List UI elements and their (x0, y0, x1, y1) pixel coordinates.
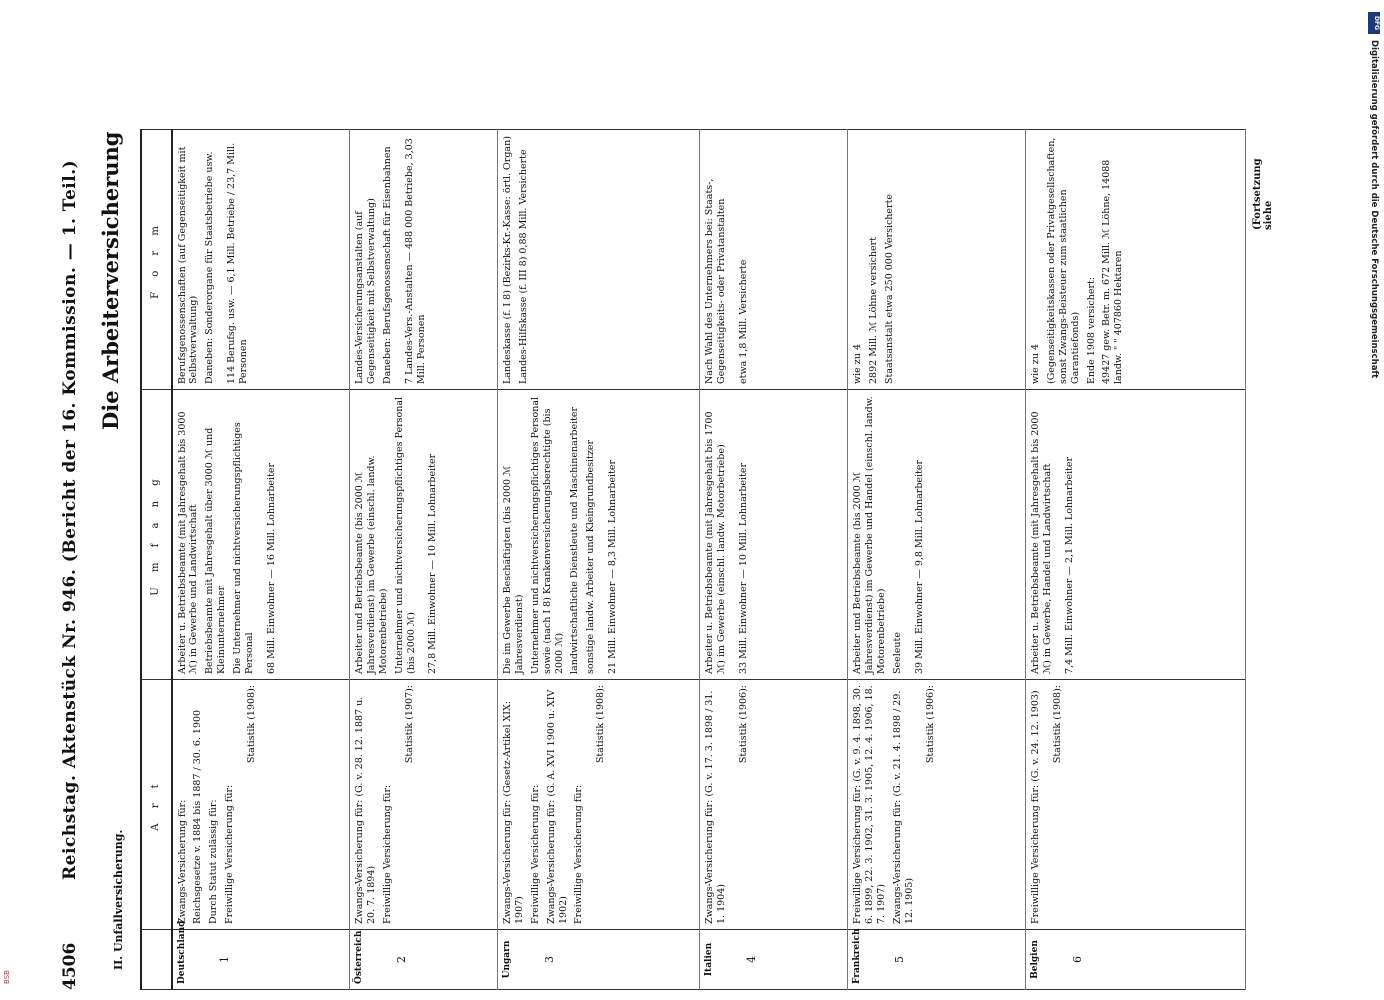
form-cell (700, 130, 848, 390)
side-strip (1368, 12, 1382, 992)
art-line: Zwangs-Versicherung für: (Gesetz-Artikel XIX: 1907) (502, 700, 525, 924)
umfang-line: Arbeiter u. Betriebsbeamte (mit Jahresgehalt bis 1700 ℳ) im Gewerbe (einschl. landw. Motorbetriebe) (704, 411, 727, 674)
umfang-statistic: 39 Mill. Einwohner — 9,8 Mill. Lohnarbeiter (913, 459, 925, 674)
form-line: Nach Wahl des Unternehmers bei: Staats-, Gegenseitigkeits- oder Privatanstalten (704, 178, 727, 384)
header-country (141, 930, 172, 990)
art-cell (498, 680, 700, 930)
table-row (350, 130, 498, 990)
row-number: 5 (893, 956, 907, 963)
art-statistic: Statistik (1908): (246, 685, 257, 764)
umfang-cell (350, 390, 498, 680)
form-line: Landeskasse (f. I 8) (Bezirks-Kr.-Kasse: örtl. Organ) (502, 136, 513, 384)
art-cell (1026, 680, 1246, 930)
form-statistic: 7 Landes-Vers.-Anstalten — 488 000 Betriebe, 3,03 Mill. Personen (403, 138, 427, 384)
form-statistic: 114 Berufsg. usw. — 6,1 Mill. Betriebe / 23,7 Mill. Personen (226, 142, 249, 384)
art-line: Durch Statut zulässig für: (208, 799, 220, 924)
form-statistic: etwa 1,8 Mill. Versicherte (737, 259, 749, 384)
row-number: 1 (217, 956, 231, 963)
art-statistic: Statistik (1907): (403, 685, 415, 764)
art-line: Freiwillige Versicherung für: (224, 784, 236, 924)
country-name: Frankreich (852, 928, 862, 984)
row-number: 6 (1071, 956, 1085, 963)
country-cell (350, 930, 498, 990)
form-line: Ende 1908 versichert: (1085, 276, 1097, 384)
form-cell (350, 130, 498, 390)
section-title: Die Arbeiterversicherung (98, 131, 123, 430)
umfang-cell (848, 390, 1026, 680)
umfang-statistic: 7,4 Mill. Einwohner — 2,1 Mill. Lohnarbeiter (1063, 456, 1075, 674)
header-art: A r t (141, 680, 172, 930)
funding-caption: Digitalisierung gefördert durch die Deutsche Forschungsgemeinschaft (1369, 40, 1379, 379)
umfang-line: Unternehmer und nichtversicherungspflichtiges Personal (bis 2000 ℳ) (393, 396, 417, 674)
art-line: Freiwillige Versicherung für: (381, 784, 393, 924)
form-cell (1026, 130, 1246, 390)
art-statistic: Statistik (1908): (1051, 685, 1063, 764)
row-number: 4 (745, 956, 759, 963)
form-line: Daneben: Berufsgenossenschaft für Eisenbahnen (381, 146, 393, 384)
form-line: 2892 Mill. ℳ Löhne versichert (867, 236, 879, 384)
art-statistic: Statistik (1908): (595, 685, 607, 764)
form-line: Staatsanstalt etwa 250 000 Versicherte (883, 193, 895, 384)
row-number: 3 (543, 956, 557, 963)
art-line: Zwangs-Versicherung für: (G. v. 28. 12. 1887 u. 20. 7. 1894) (354, 696, 377, 924)
country-name: Italien (704, 942, 714, 977)
art-cell (700, 680, 848, 930)
country-cell (848, 930, 1026, 990)
art-line: Zwangs-Versicherung für: (176, 799, 188, 924)
umfang-statistic: 33 Mill. Einwohner — 10 Mill. Lohnarbeiter (737, 462, 749, 674)
table-header-row (141, 130, 172, 990)
art-cell (172, 680, 350, 930)
form-cell (498, 130, 700, 390)
country-cell (172, 920, 350, 990)
table-row (498, 130, 700, 990)
form-line: wie zu 4 (852, 344, 863, 384)
library-mark: BSB (3, 970, 11, 984)
art-line: Zwangs-Versicherung für: (G. v. 17. 3. 1898 / 31. 1. 1904) (704, 690, 727, 924)
continuation-note: (Fortsetzung siehe (1252, 158, 1274, 230)
umfang-line: landwirtschaftliche Dienstleute und Maschinenarbeiter (569, 406, 581, 674)
table-row (848, 130, 1026, 990)
page-title: Reichstag. Aktenstück Nr. 946. (Bericht der 16. Kommission. — 1. Teil.) (60, 159, 80, 880)
form-line: 49427 gew. Betr. m. 672 Mill. ℳ Löhne, 14088 landw. " " 407860 Hektaren (1101, 159, 1125, 384)
art-line: Freiwillige Versicherung für: (G. v. 24. 12. 1903) (1030, 690, 1041, 924)
art-statistic: Statistik (1906): (737, 685, 749, 764)
umfang-line: Arbeiter und Betriebsbeamte (bis 2000 ℳ Jahresverdienst) im Gewerbe (einschl. landw. Motorenbetriebe) (354, 455, 389, 674)
country-cell (1026, 930, 1246, 990)
form-line: (Gegenseitigkeitskassen oder Privatgesellschaften, sonst Zwangs-Beisteuer zum staatlichen Garantiefonds) (1045, 137, 1081, 384)
form-line: wie zu 4 (1030, 344, 1041, 384)
form-line: Landes-Versicherungsanstalten (auf Gegenseitigkeit mit Selbstverwaltung) (354, 198, 377, 384)
form-line: Berufsgenossenschaften (auf Gegenseitigkeit mit Selbstverwaltung) (176, 146, 200, 384)
header-form: F o r m (141, 130, 172, 390)
umfang-line: Arbeiter u. Betriebsbeamte (mit Jahresgehalt bis 2000 ℳ) in Gewerbe, Handel und Landwirtschaft (1030, 411, 1053, 674)
art-line: Freiwillige Versicherung für: (573, 784, 585, 924)
page-header (60, 130, 100, 990)
umfang-cell (498, 390, 700, 680)
country-cell (700, 930, 848, 990)
table-row (1026, 130, 1246, 990)
art-statistic: Statistik (1906): (925, 685, 937, 764)
umfang-statistic: 27,8 Mill. Einwohner — 10 Mill. Lohnarbeiter (427, 453, 439, 674)
form-line: Daneben: Sonderorgane für Staatsbetriebe usw. (204, 151, 216, 384)
rotated-page-content (40, 130, 1280, 990)
umfang-line: Seeleute (891, 632, 903, 674)
umfang-statistic: 68 Mill. Einwohner — 16 Mill. Lohnarbeiter (265, 462, 277, 674)
art-line: Zwangs-Versicherung für: (G. A. XVI 1900 u. XIV 1902) (545, 689, 569, 924)
umfang-statistic: 21 Mill. Einwohner — 8,3 Mill. Lohnarbeiter (607, 459, 619, 674)
umfang-line: Die im Gewerbe Beschäftigten (bis 2000 ℳ Jahresverdienst) (502, 465, 525, 674)
row-number: 2 (395, 956, 409, 963)
art-line: Reichsgesetze v. 1884 bis 1887 / 30. 6. 1900 (192, 709, 204, 924)
umfang-line: Unternehmer und nichtversicherungspflichtiges Personal sowie (nach I 8) Krankenversicherungsberechtigte (bis 2000 ℳ) (529, 396, 565, 674)
umfang-cell (1026, 390, 1246, 680)
umfang-line: Arbeiter u. Betriebsbeamte (mit Jahresgehalt bis 3000 ℳ) in Gewerbe und Landwirtschaft (176, 411, 200, 674)
country-name: Österreich (354, 930, 364, 984)
umfang-line: sonstige landw. Arbeiter und Kleingrundbesitzer (585, 439, 597, 674)
umfang-line: Arbeiter und Betriebsbeamte (bis 2000 ℳ Jahresverdienst) im Gewerbe und Handel (einschl. landw. Motorenbetriebe) (852, 396, 887, 674)
country-cell (498, 930, 700, 990)
header-umfang: U m f a n g (141, 390, 172, 680)
art-cell (350, 680, 498, 930)
form-cell (172, 130, 350, 390)
umfang-line: Die Unternehmer und nichtversicherungspflichtiges Personal (232, 422, 255, 674)
insurance-table (140, 129, 1246, 990)
country-name: Ungarn (502, 940, 512, 979)
country-name: Belgien (1030, 940, 1040, 979)
art-cell (848, 680, 1026, 930)
umfang-cell (172, 390, 350, 680)
umfang-cell (700, 390, 848, 680)
subsection-title: II. Unfallversicherung. (112, 829, 125, 970)
form-line: Landes-Hilfskasse (f. III 8) 0,88 Mill. Versicherte (517, 149, 529, 384)
country-name: Deutschland (176, 920, 187, 984)
art-line: Zwangs-Versicherung für: (G. v. 21. 4. 1898 / 29. 12. 1905) (891, 690, 915, 924)
table-row (172, 130, 350, 990)
table-row (700, 130, 848, 990)
dfg-logo: DFG (1368, 12, 1380, 34)
art-line: Freiwillige Versicherung für: (529, 784, 541, 924)
form-cell (848, 130, 1026, 390)
art-line: Freiwillige Versicherung für: (G. v. 9. 4. 1898, 30. 6. 1899, 22. 3. 1902, 31. 3. 1905, 12. 4. 1906, 18. 7. 1907) (852, 685, 887, 924)
page-number: 4506 (60, 942, 80, 990)
umfang-line: Betriebsbeamte mit Jahresgehalt über 3000 ℳ und Kleinunternehmer (204, 427, 228, 674)
